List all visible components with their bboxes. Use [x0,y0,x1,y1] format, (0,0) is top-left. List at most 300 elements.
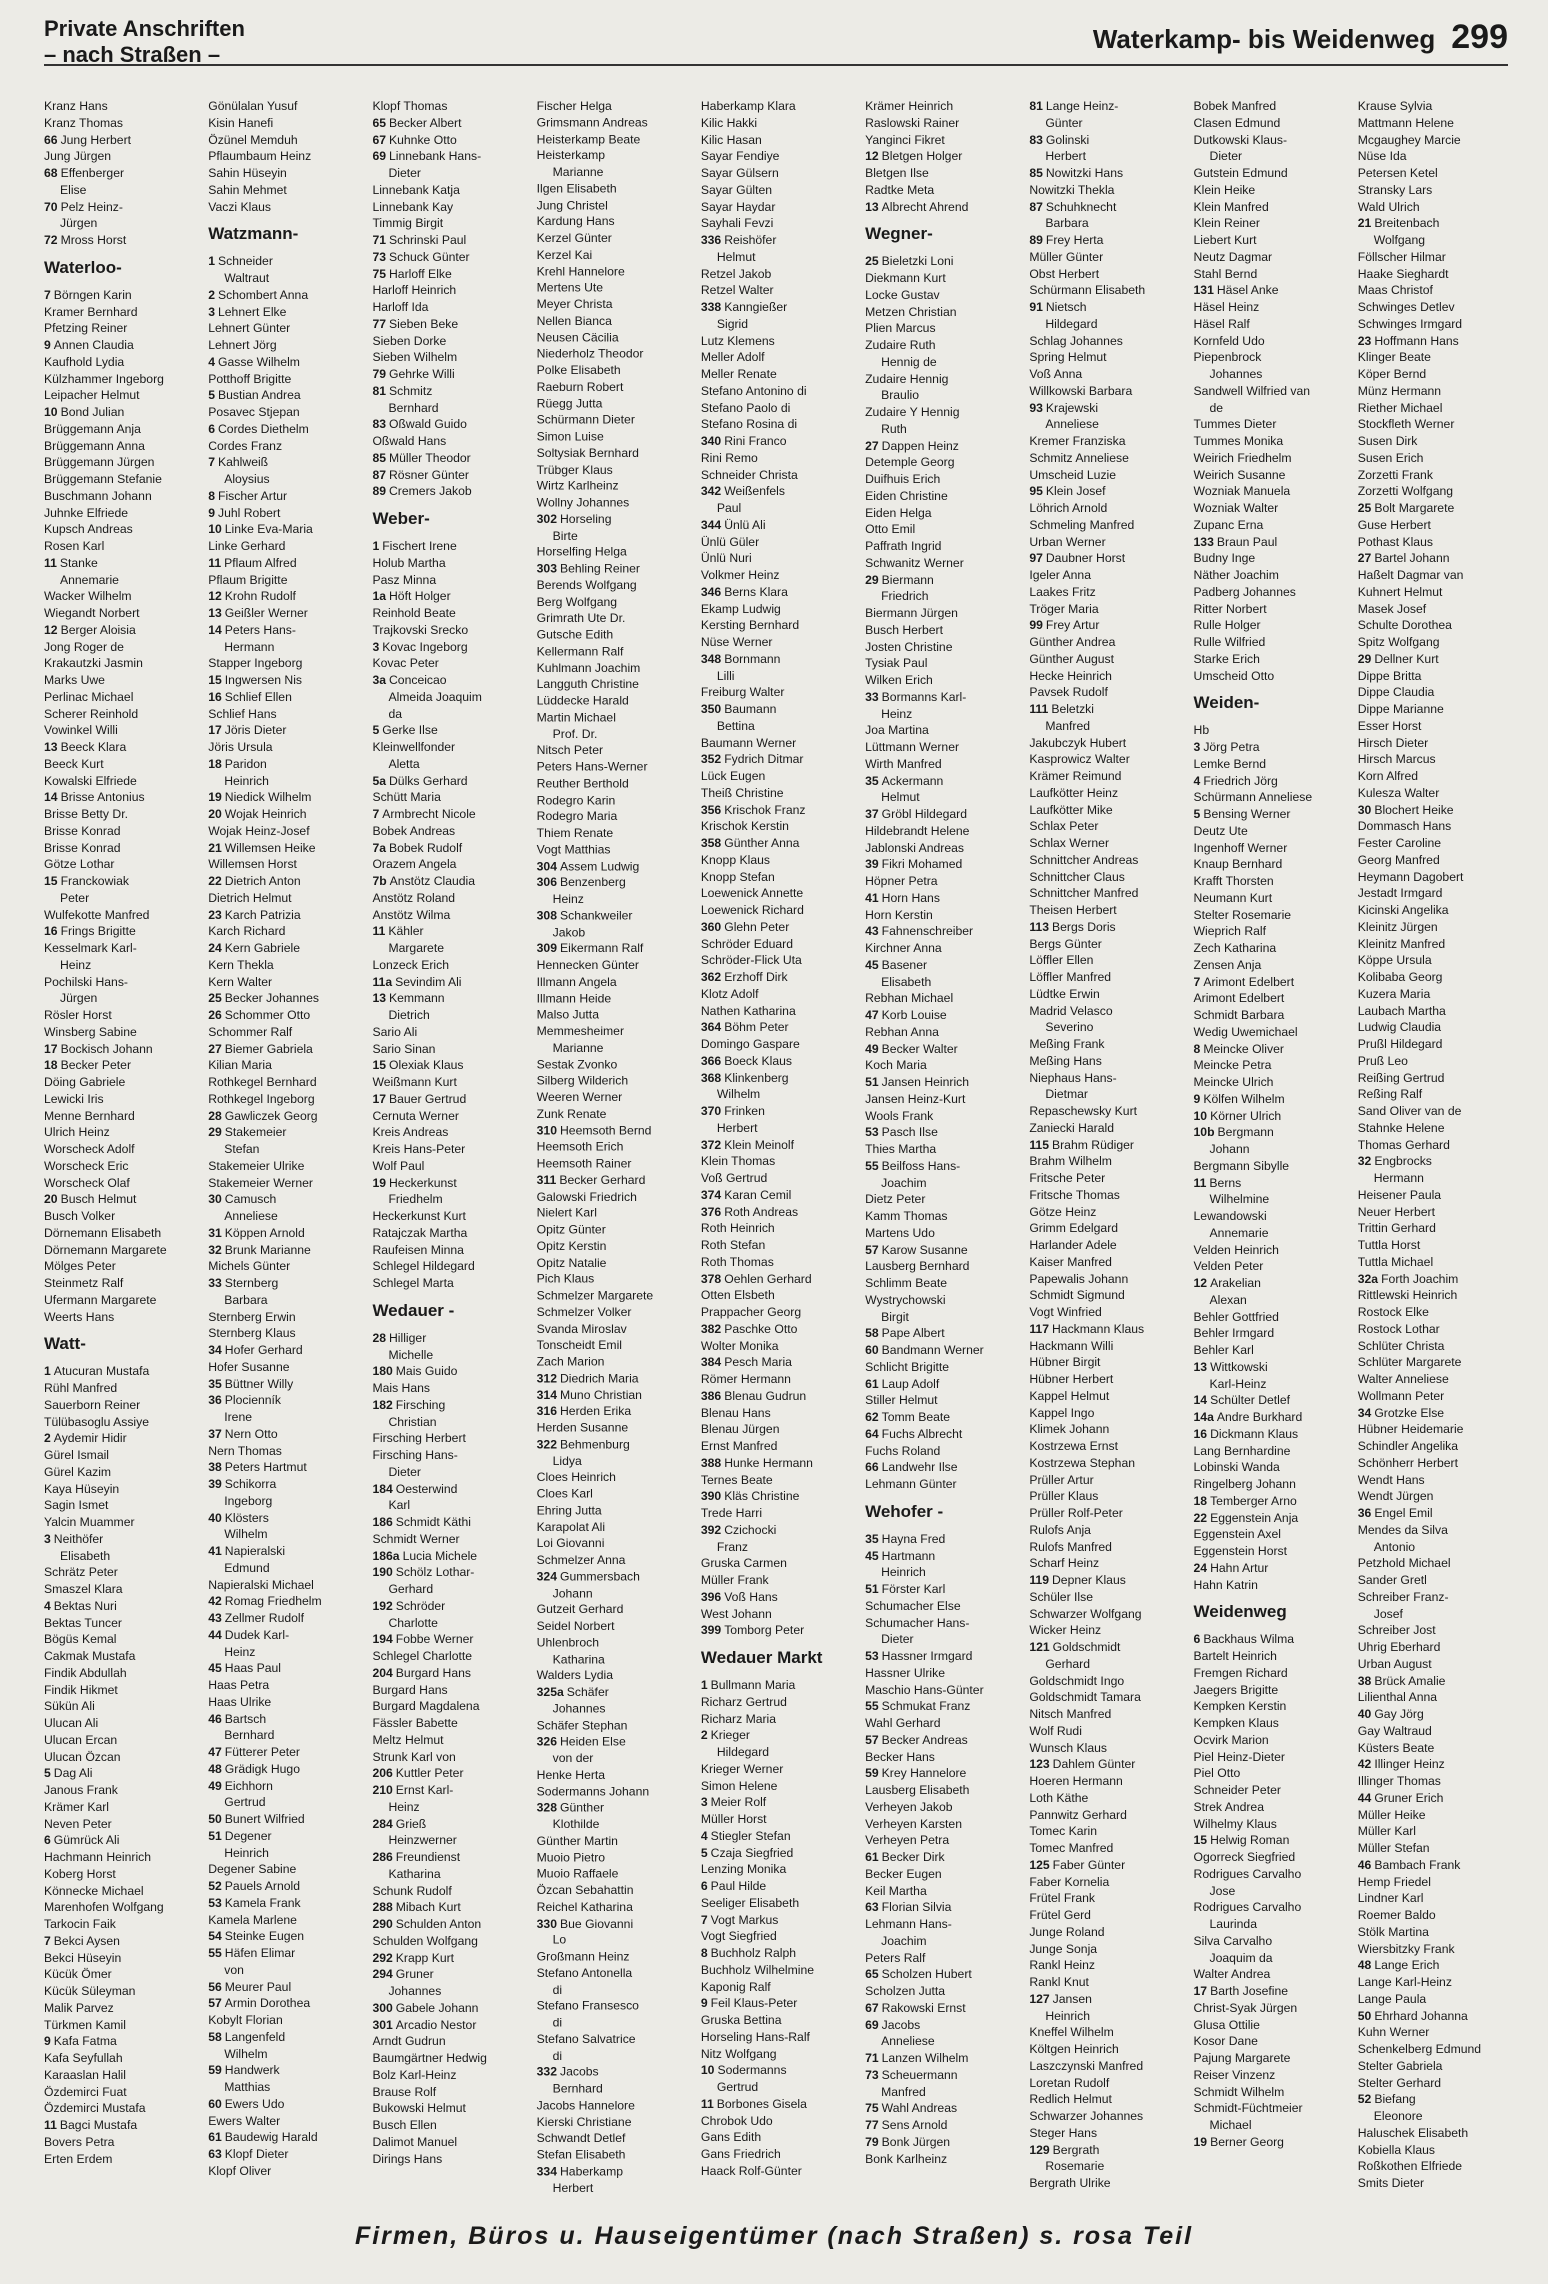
entry-continuation [537,726,691,743]
entry-continuation [1194,366,1348,383]
resident-entry [865,304,1019,321]
resident-name: Reuther Berthold [536,776,629,791]
resident-name: Gürel Ismail [44,1448,110,1462]
house-number: 95 [1029,484,1043,499]
resident-entry [372,1816,526,1833]
resident-entry [537,131,691,148]
resident-entry [701,1187,855,1204]
resident-entry [208,2113,362,2130]
resident-entry [1358,1505,1512,1522]
resident-entry [1194,467,1348,484]
resident-entry [208,1510,362,1527]
street-heading: Waterloo- [44,257,122,277]
resident-entry [537,1007,691,1024]
house-number: 294 [372,1967,393,1982]
resident-name: Seeliger Elisabeth [700,1895,800,1910]
resident-name: Rösner Günter [389,467,469,482]
resident-name: Hoffmann Hans [1374,333,1459,348]
house-number: 87 [372,467,386,482]
resident-name: Schlimm Beate [865,1276,948,1290]
entry-continuation [1029,316,1183,333]
resident-name: Arimont Edelbert [1193,991,1285,1006]
resident-name: Ringelberg Johann [1193,1477,1296,1491]
resident-name: Anneliese [881,2034,935,2049]
resident-name: Sander Gretl [1357,1573,1427,1587]
resident-entry [372,1380,526,1397]
resident-name: Steinke Eugen [224,1929,305,1944]
house-number: 33 [865,689,879,704]
entry-continuation [865,1564,1019,1581]
resident-entry [1358,282,1512,299]
resident-entry [1358,802,1512,819]
street-heading: Wedauer - [372,1300,455,1320]
house-number: 356 [700,802,722,817]
house-number: 292 [372,1950,393,1965]
resident-entry [44,974,198,991]
resident-entry [701,366,855,383]
resident-name: Aydemir Hidir [53,1431,127,1446]
resident-entry [1029,282,1183,299]
resident-name: Stiller Helmut [865,1393,938,1408]
resident-entry [865,1765,1019,1782]
resident-name: Kappel Ingo [1029,1405,1095,1420]
resident-name: Silva Carvalho [1193,1933,1273,1948]
resident-name: di [552,2048,563,2063]
resident-entry [1194,1816,1348,1833]
resident-name: Hahn Katrin [1193,1577,1258,1592]
entry-continuation [537,1750,691,1767]
resident-entry [1358,601,1512,618]
resident-entry [701,1727,855,1744]
resident-entry [865,1916,1019,1933]
resident-entry [1358,1455,1512,1472]
resident-entry [1194,856,1348,873]
resident-entry [1358,1823,1512,1840]
resident-name: Zensen Anja [1193,957,1262,972]
resident-name: Schürmann Elisabeth [1029,283,1146,298]
resident-name: Neutz Dagmar [1193,249,1273,264]
house-number: 370 [700,1104,722,1118]
section-label-line2: – nach Straßen – [44,42,221,67]
resident-entry [537,1767,691,1784]
resident-entry [208,2163,362,2180]
resident-entry [537,495,691,512]
resident-name: Janous Frank [44,1783,118,1797]
resident-entry [372,115,526,132]
resident-name: Paul Hilde [710,1879,767,1893]
resident-entry [865,404,1019,421]
resident-name: Schwarzer Wolfgang [1029,1606,1142,1621]
resident-name: Galowski Friedrich [536,1189,637,1204]
resident-name: Prüller Klaus [1029,1489,1099,1504]
resident-entry [701,333,855,350]
resident-name: Illinger Thomas [1357,1774,1441,1788]
resident-entry [208,1108,362,1125]
resident-entry [1358,2158,1512,2175]
resident-name: Reinhold Beate [372,606,456,620]
resident-name: Lange Karl-Heinz [1357,1975,1452,1989]
resident-name: Barbara [1045,216,1089,231]
resident-name: Gerhard [388,1582,434,1596]
resident-name: Tuttla Michael [1357,1254,1434,1269]
resident-entry [372,840,526,857]
resident-entry [208,1443,362,1460]
resident-entry [537,1469,691,1486]
resident-entry [865,1191,1019,1208]
resident-name: Pavsek Rudolf [1029,685,1108,700]
resident-name: Theiß Christine [700,785,784,800]
resident-name: Kisin Hanefi [208,115,274,130]
house-number: 3 [44,1531,51,1546]
house-number: 8 [208,488,215,503]
resident-entry [1194,1631,1348,1648]
resident-entry [1029,299,1183,316]
resident-name: Bernhard [388,400,439,415]
resident-name: Özünel Memduh [208,132,298,147]
house-number: 13 [865,199,879,214]
entry-continuation [1029,2158,1183,2175]
resident-name: Baumgärtner Hedwig [372,2051,487,2065]
resident-entry [372,148,526,165]
house-number: 34 [1357,1405,1372,1420]
resident-name: Masek Josef [1357,601,1427,616]
resident-name: Klopf Oliver [208,2163,272,2178]
resident-name: Schunk Rudolf [372,1883,452,1898]
resident-name: Baudewig Harald [224,2130,318,2145]
resident-entry [701,684,855,701]
resident-entry [1029,550,1183,567]
resident-name: Schulden Anton [395,1917,482,1931]
resident-name: Rodrigues Carvalho [1193,1900,1302,1915]
entry-continuation [1194,2117,1348,2134]
resident-entry [372,1330,526,1347]
resident-name: Malik Parvez [44,2000,114,2015]
resident-name: Dieter [1209,149,1243,164]
resident-entry [1358,1673,1512,1690]
resident-entry [1358,1003,1512,1020]
resident-entry [537,478,691,495]
resident-name: Tarkocin Faik [44,1917,116,1931]
resident-entry [865,1158,1019,1175]
resident-entry [537,1321,691,1338]
entry-continuation [1194,1376,1348,1393]
resident-entry [1029,1890,1183,1907]
resident-entry [208,132,362,149]
resident-name: Borbones Gisela [716,2096,807,2111]
resident-entry [44,1816,198,1833]
resident-name: Gertrud [716,2080,759,2094]
resident-entry [1358,517,1512,534]
resident-entry [537,1519,691,1536]
resident-entry [1194,1309,1348,1326]
resident-entry [372,1950,526,1967]
resident-name: Zaniecki Harald [1029,1120,1114,1135]
house-number: 89 [372,484,386,499]
resident-name: Velden Peter [1193,1259,1264,1274]
resident-name: Wiersbitzky Frank [1357,1941,1455,1956]
resident-name: Ekamp Ludwig [700,601,781,616]
resident-entry [1194,1665,1348,1682]
resident-name: Firsching Hans- [372,1448,458,1462]
resident-name: Atucuran Mustafa [53,1364,150,1379]
resident-entry [1029,1287,1183,1304]
resident-name: Riether Michael [1357,400,1443,415]
resident-name: Ernst Karl- [395,1783,454,1797]
resident-entry [537,1056,691,1073]
resident-entry [537,1717,691,1734]
resident-name: Rulle Holger [1193,618,1261,633]
house-number: 19 [372,1175,386,1190]
resident-name: Löffler Manfred [1029,970,1112,984]
entry-continuation [1029,1019,1183,1036]
resident-name: Schwandt Detlef [536,2131,626,2146]
resident-entry [865,957,1019,974]
resident-name: Grimsmann Andreas [536,115,648,130]
house-number: 56 [208,1979,222,1994]
house-number: 34 [208,1343,222,1357]
resident-name: Kähler [388,924,424,939]
resident-name: Richarz Maria [700,1711,777,1726]
resident-name: Tummes Dieter [1193,417,1277,432]
resident-name: Fritsche Thomas [1029,1187,1120,1202]
resident-name: Peter [60,890,90,905]
resident-entry [537,1833,691,1850]
house-number: 119 [1029,1573,1049,1587]
resident-name: Verheyen Karsten [865,1816,962,1831]
resident-name: Karl-Heinz [1209,1376,1267,1391]
resident-entry [1029,735,1183,752]
resident-name: Kostrzewa Stephan [1029,1455,1136,1470]
resident-name: Sodermanns Johann [536,1784,650,1799]
resident-entry [1194,974,1348,991]
resident-name: Stefano Antonino di [700,383,807,398]
resident-entry [1358,818,1512,835]
resident-entry [1358,751,1512,768]
resident-name: Fikri Mohamed [881,857,963,872]
resident-name: Schuhknecht [1045,199,1117,214]
resident-name: Bartelt Heinrich [1193,1649,1277,1663]
resident-name: Gönülalan Yusuf [208,99,298,113]
resident-entry [208,199,362,216]
resident-entry [537,742,691,759]
entry-continuation [537,1816,691,1833]
house-number: 368 [700,1070,722,1085]
directory-column [536,98,691,2195]
resident-name: Menne Bernhard [44,1108,135,1123]
house-number: 111 [1029,702,1049,716]
entry-continuation [865,387,1019,404]
resident-name: Pflaum Alfred [224,555,297,570]
resident-name: Walter Anneliese [1357,1372,1449,1386]
resident-name: Stölk Martina [1357,1924,1429,1939]
resident-entry [865,1883,1019,1900]
resident-entry [44,873,198,890]
house-number: 302 [536,512,557,526]
resident-entry [537,1668,691,1685]
house-number: 17 [372,1091,386,1106]
house-number: 11 [44,555,57,570]
resident-entry [372,806,526,823]
house-number: 328 [536,1800,557,1815]
resident-name: de [1209,400,1224,415]
resident-name: Frey Herta [1045,233,1104,247]
resident-name: Bond Julian [60,405,125,419]
resident-entry [372,2000,526,2017]
resident-name: Bockisch Johann [60,1041,153,1056]
resident-name: Junge Sonja [1029,1941,1098,1956]
resident-name: Willemsen Horst [208,857,297,872]
resident-name: Haas Petra [208,1678,270,1692]
resident-name: Dellner Kurt [1374,651,1439,666]
resident-name: Peters Hartmut [224,1460,307,1475]
resident-entry [44,2134,198,2151]
resident-entry [1029,684,1183,701]
resident-entry [865,1359,1019,1376]
resident-name: Schmidt Werner [372,1531,460,1546]
resident-entry [208,1258,362,1275]
resident-name: Schwarzer Johannes [1029,2109,1144,2123]
house-number: 5 [44,1766,51,1781]
resident-name: Josef [1373,1606,1403,1621]
resident-entry [537,941,691,958]
resident-name: Trittin Gerhard [1357,1221,1436,1236]
resident-entry [1358,1354,1512,1371]
resident-entry [372,1899,526,1916]
resident-name: Gruner Erich [1374,1790,1444,1805]
resident-name: Hübner Birgit [1029,1355,1101,1370]
house-number: 1 [700,1678,708,1692]
resident-name: Arakelian [1210,1276,1261,1290]
house-number: 366 [700,1053,722,1068]
house-number: 362 [700,970,722,984]
resident-name: Hassner Irmgard [881,1649,973,1663]
resident-name: Laurinda [1209,1917,1257,1931]
resident-name: Dalimot Manuel [372,2134,458,2149]
resident-entry [1358,1086,1512,1103]
entry-continuation [208,2046,362,2063]
entry-continuation [701,316,855,333]
house-number: 3 [700,1795,708,1810]
resident-name: Rothkegel Ingeborg [208,1091,315,1106]
resident-entry [44,672,198,689]
resident-name: Reßing Ralf [1357,1087,1423,1102]
resident-name: Behling Reiner [560,561,640,576]
resident-name: Lewicki Iris [44,1091,104,1106]
resident-name: Paridon [224,756,267,771]
resident-name: Basener [881,957,928,972]
resident-entry [208,1359,362,1376]
resident-entry [372,1024,526,1041]
resident-name: Dippe Marianne [1357,702,1444,716]
resident-name: Kersting Bernhard [700,618,800,633]
resident-name: Jacobs [881,2017,921,2032]
resident-name: Brisse Antonius [60,790,145,805]
resident-entry [537,957,691,974]
house-number: 35 [865,773,879,788]
resident-name: Jacobs Hannelore [536,2098,635,2112]
resident-name: Findik Abdullah [44,1665,127,1680]
resident-name: Schindler Angelika [1357,1439,1459,1453]
resident-name: Waltraut [224,271,270,285]
resident-name: Tomm Beate [881,1410,951,1424]
resident-name: Conceicao [389,673,447,687]
resident-name: Kappel Helmut [1029,1388,1110,1403]
resident-entry [44,98,198,115]
house-number: 46 [208,1711,222,1726]
resident-entry [1194,299,1348,316]
resident-name: Kücük Ömer [44,1967,112,1982]
house-number: 39 [865,857,879,872]
resident-name: Verheyen Petra [865,1833,950,1848]
resident-name: Löffler Ellen [1029,953,1094,968]
resident-entry [865,1242,1019,1259]
resident-name: Haack Rolf-Günter [700,2163,802,2178]
resident-name: Glehn Peter [724,919,790,934]
resident-entry [1029,651,1183,668]
resident-entry [1358,735,1512,752]
resident-entry [537,1948,691,1965]
resident-name: Birgit [881,1309,909,1324]
resident-name: Gasse Wilhelm [218,354,300,369]
house-number: 49 [865,1041,879,1056]
resident-entry [1029,500,1183,517]
resident-entry [208,840,362,857]
resident-name: Korn Alfred [1357,769,1419,783]
resident-entry [865,2100,1019,2117]
house-number: 19 [208,790,222,805]
resident-name: Strunk Karl von [372,1749,456,1764]
resident-name: Klein Heike [1193,182,1256,197]
house-number: 338 [700,300,722,314]
house-number: 2 [44,1431,51,1446]
resident-entry [865,1966,1019,1983]
resident-entry [372,655,526,672]
resident-entry [537,1337,691,1354]
resident-name: Karan Cemil [724,1187,792,1202]
resident-entry [44,1564,198,1581]
resident-entry [1029,1505,1183,1522]
resident-name: Wulfekotte Manfred [44,907,150,922]
resident-name: Mendes da Silva [1357,1522,1448,1537]
resident-entry [1194,1392,1348,1409]
resident-entry [1358,199,1512,216]
resident-name: Hecke Heinrich [1029,668,1112,683]
resident-name: Becker Andreas [881,1732,968,1747]
resident-entry [537,1387,691,1404]
resident-name: Bonk Jürgen [881,2134,951,2149]
entry-continuation [865,354,1019,371]
resident-name: Schlief Ellen [224,689,292,704]
resident-entry [208,1191,362,1208]
resident-entry [44,1765,198,1782]
resident-name: Kreis Hans-Peter [372,1142,466,1156]
house-number: 17 [208,723,222,738]
resident-entry [1029,601,1183,618]
resident-name: Neumann Kurt [1193,890,1273,905]
house-number: 15 [44,874,58,888]
resident-entry [865,1225,1019,1242]
resident-entry [372,1514,526,1531]
resident-entry [372,739,526,756]
resident-name: Bergs Doris [1051,919,1116,934]
resident-entry [208,2029,362,2046]
resident-entry [1029,1421,1183,1438]
resident-entry [1194,1242,1348,1259]
resident-entry [537,1354,691,1371]
resident-entry [1358,98,1512,115]
resident-entry [1194,1510,1348,1527]
resident-entry [865,1581,1019,1598]
